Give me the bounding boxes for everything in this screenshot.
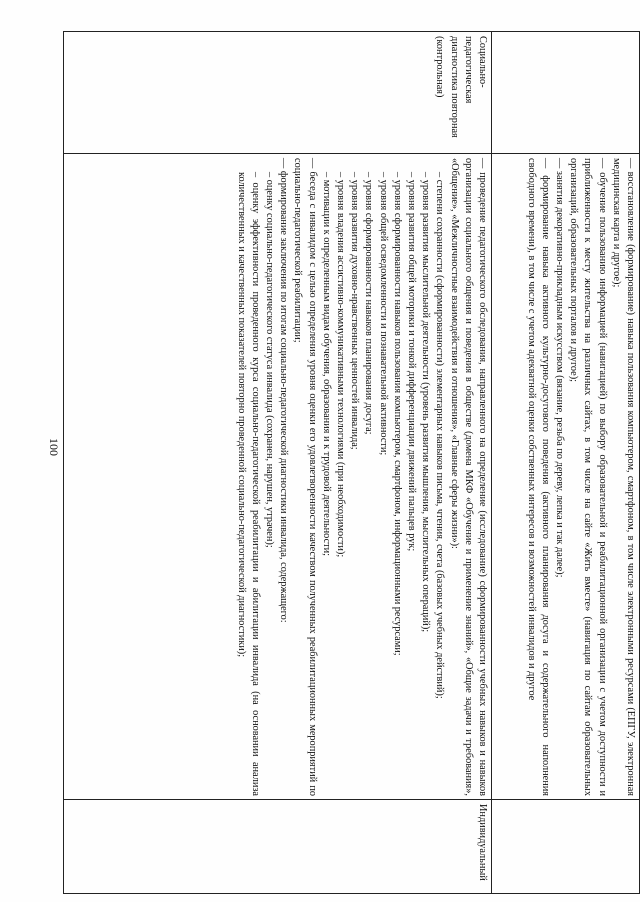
content-line: — занятия декоративно-прикладным искусством (вязание, резьба по дереву, лепка и так далее); <box>553 158 565 578</box>
sub-item: – уровня сформированности навыков планирования досуга; <box>363 172 375 435</box>
sub-item: – уровня общей осведомленности и познавательной активности; <box>377 172 389 456</box>
content-line: — формирование навыка активного культурно-досугового поведения (активного планирования досуга и содержательного наполнения свободного времени), в том числе с учетом адекватной оценки собственных интересов и возможностей инвалидов и другое <box>525 158 551 796</box>
page-number: 100 <box>47 438 61 456</box>
sub-item: – мотивации к определенным видам обучения, образования и к трудовой деятельности; <box>320 172 332 557</box>
conclusion-item: – оценку социально-педагогического статуса инвалида (сохранен, нарушен, утрачен); <box>263 172 275 548</box>
conclusion-paragraph: — формирование заключения по итогам социально-педагогической диагностики инвалида, содержащего: <box>278 158 290 623</box>
service-content-cell <box>492 154 640 800</box>
service-form-cell <box>492 800 640 894</box>
content-line: — восстановление (формирование) навыка пользования компьютером, смартфоном, в том числе электронными ресурсами (ЕПГУ, электронная медицинская карта и другое); <box>610 158 636 796</box>
sub-item: – уровня развития мыслительной деятельности (уровень развития мышления, мыслительных операций); <box>420 172 432 633</box>
sub-item: – степени сохранности (сформированности) элементарных навыков письма, чтения, счета (базовых учебных действий); <box>434 172 446 699</box>
table-row <box>492 32 640 894</box>
service-form-cell: Индивидуальный <box>64 800 492 894</box>
sub-item: – уровня развития духовно-нравственных ценностей инвалида; <box>349 172 361 450</box>
sub-item: – уровня сформированности навыков пользования компьютером, смартфоном, информационными ресурсами; <box>391 172 403 656</box>
service-name-cell <box>492 32 640 154</box>
rotated-content <box>64 31 640 893</box>
sub-item: – уровня развития общей моторики и тонкой дифференциации движений пальцев рук; <box>405 172 417 552</box>
services-table <box>63 31 640 894</box>
service-content-cell <box>64 154 492 800</box>
conclusion-item: – оценку эффективности проведенного курса социально-педагогической реабилитации и абилитации инвалида (на основании анализа количественных и качественных показателей повторно проведенной социально-педагогической диагностики); <box>235 172 261 796</box>
content-line: — обучение пользованию информацией (навигацией) по выбору образовательной и реабилитационной организации с учетом доступности и приближенности к месту жительства на различных сайтах, в том числе на сайте «Жить вместе» (навигация по сайтам образовательных организаций, образовательных порталов и другое); <box>568 158 608 796</box>
service-name-cell: Социально-педагогическая диагностика повторная (контрольная) <box>64 32 492 154</box>
table-row <box>64 32 492 894</box>
sub-item: – уровня владения ассистивно-коммуникативными технологиями (при необходимости); <box>334 172 346 558</box>
intro-paragraph: — проведение педагогического обследования, направленного на определение (исследование) сформированности учебных навыков и навыков организации социального общения и поведения в обществе (домена МКФ «Обучение и применение знаний», «Общие задачи и требования», «Общение», «Межличностные взаимодействия и отношения», «Главные сферы жизни»): <box>448 158 488 796</box>
talk-paragraph: — беседа с инвалидом с целью определения уровня оценки его удовлетворенности качеством полученных реабилитационных мероприятий по социально-педагогической реабилитации; <box>292 158 318 796</box>
